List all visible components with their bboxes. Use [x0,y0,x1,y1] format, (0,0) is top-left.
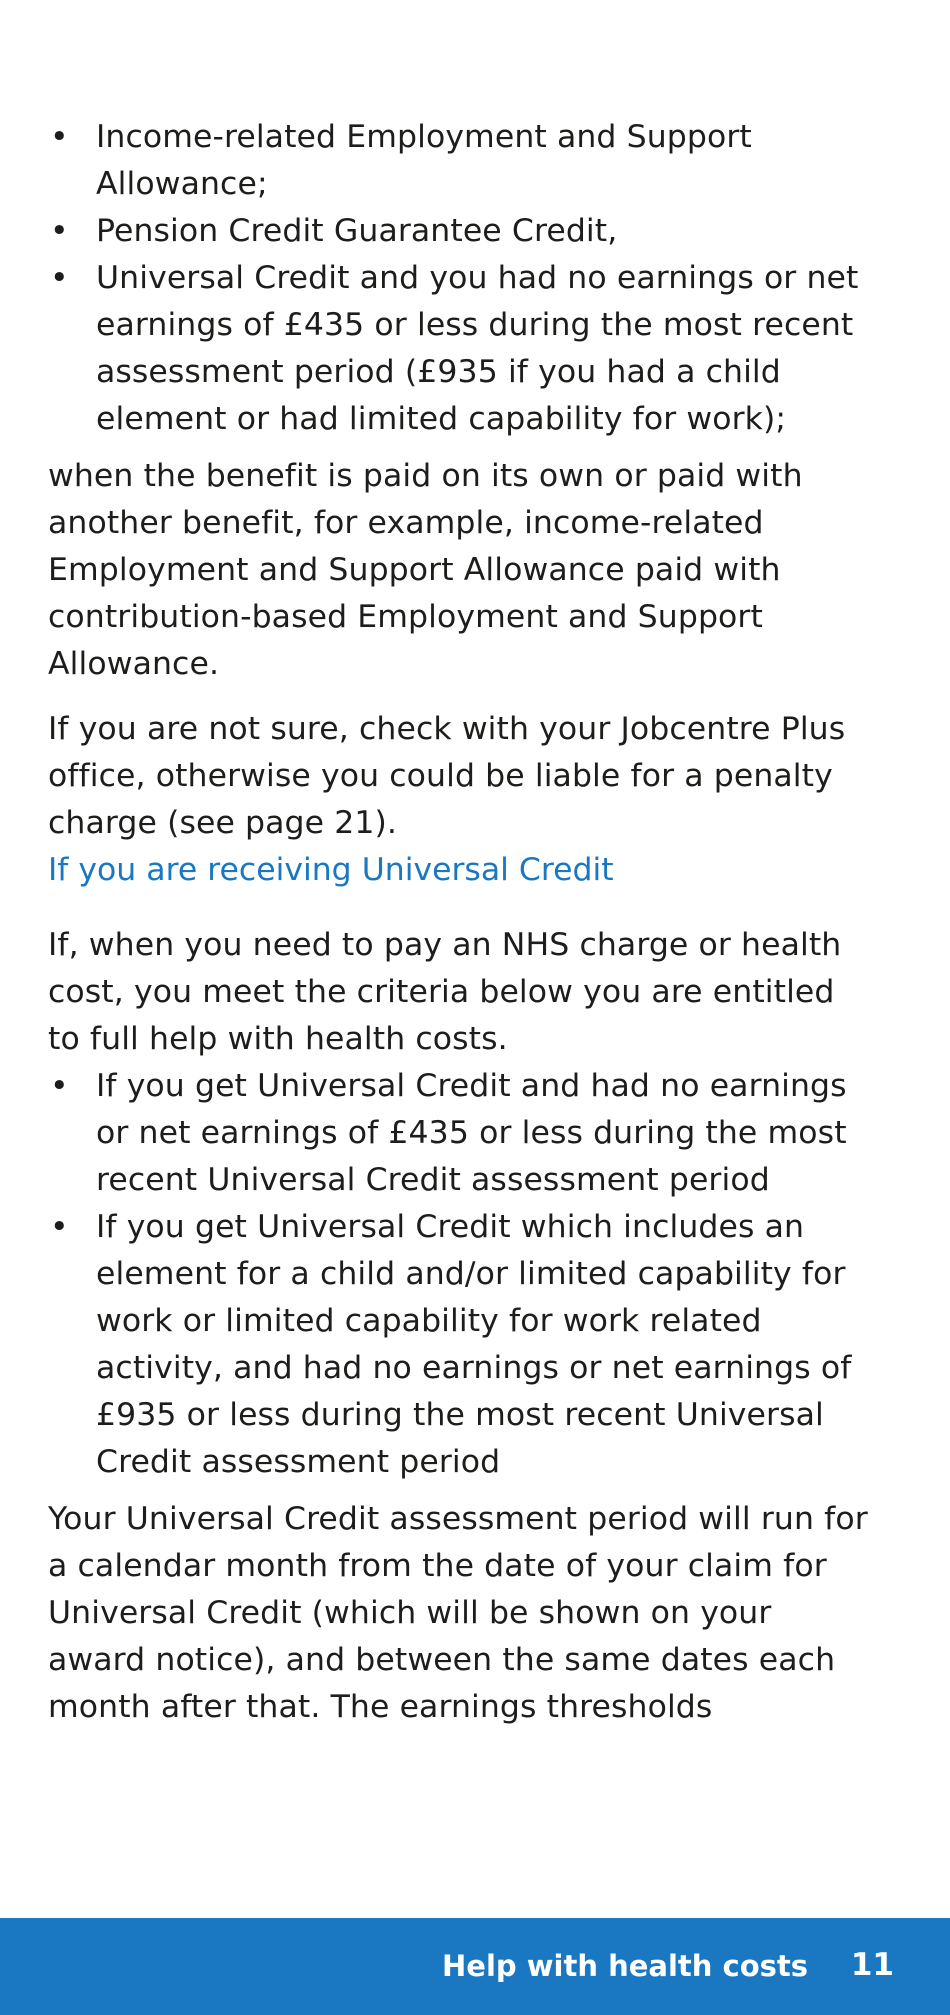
list-item-text: Universal Credit and you had no earnings or net earnings of £435 or less during the most recent assessment period (£935 if you had a child element or had limited capability for work); [96,260,859,437]
benefits-list [48,114,868,443]
bullet-icon: • [50,260,69,296]
footer-title: Help with health costs [442,1949,808,1983]
assessment-paragraph: Your Universal Credit assessment period will run for a calendar month from the date of your claim for Universal Credit (which will be shown on your award notice), and between the same dates each month after that. The earnings thresholds [48,1501,868,1725]
list-item-text: If you get Universal Credit and had no earnings or net earnings of £435 or less during the most recent Universal Credit assessment period [96,1068,847,1198]
page-content [48,114,868,1731]
bullet-icon: • [50,119,69,155]
list-item [48,1204,868,1486]
list-item-text: Pension Credit Guarantee Credit, [96,213,618,249]
universal-credit-list [48,1063,868,1486]
benefit-paragraph: when the benefit is paid on its own or paid with another benefit, for example, income-related Employment and Support Allowance paid with contribution-based Employment and Support Allowance. [48,458,803,682]
list-item [48,255,868,443]
not-sure-paragraph: If you are not sure, check with your Jobcentre Plus office, otherwise you could be liable for a penalty charge (see page 21). [48,711,846,841]
list-item [48,1063,868,1204]
criteria-paragraph: If, when you need to pay an NHS charge or health cost, you meet the criteria below you are entitled to full help with health costs. [48,927,842,1057]
list-item [48,208,868,255]
list-item-text: If you get Universal Credit which includes an element for a child and/or limited capability for work or limited capability for work related activity, and had no earnings or net earnings of £935 or less during the most recent Universal Credit assessment period [96,1209,852,1480]
list-item-text: Income-related Employment and Support Allowance; [96,119,752,202]
bullet-icon: • [50,1209,69,1245]
bullet-icon: • [50,213,69,249]
footer-bar [0,1918,950,2015]
bullet-icon: • [50,1068,69,1104]
list-item [48,114,868,208]
page-number: 11 [850,1947,894,1983]
section-heading: If you are receiving Universal Credit [48,852,614,888]
